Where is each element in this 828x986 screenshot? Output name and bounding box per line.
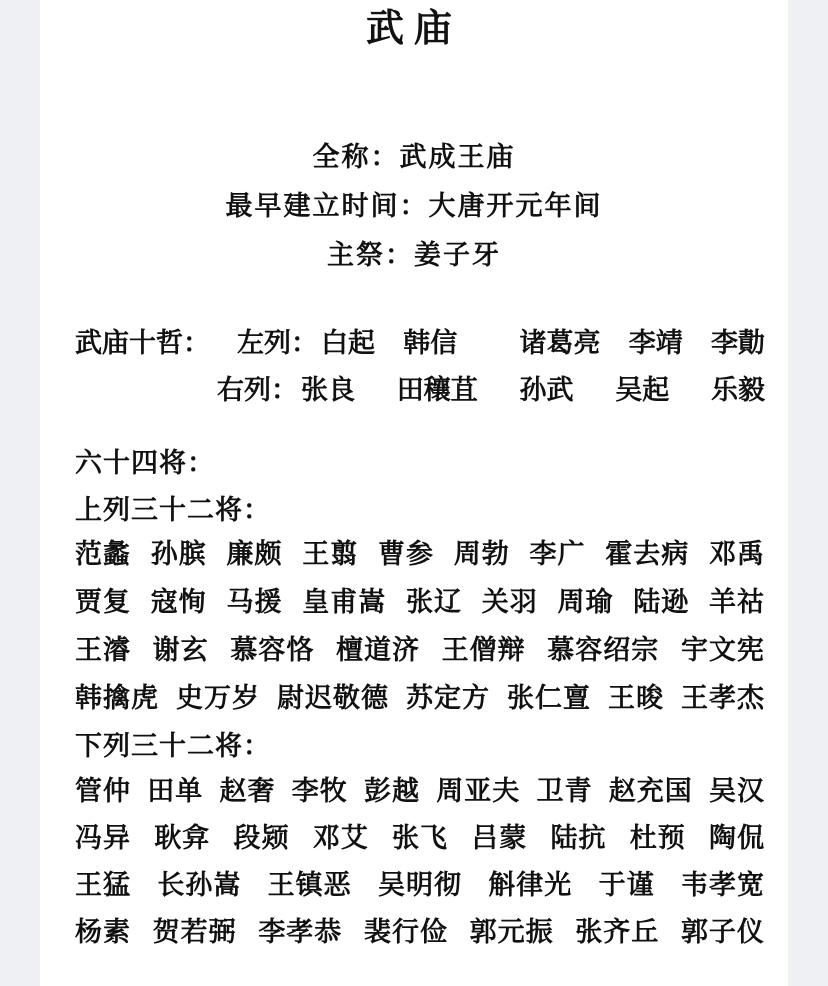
general-name: 王猛 bbox=[75, 870, 131, 901]
general-name: 赵充国 bbox=[608, 776, 693, 807]
left-column-names bbox=[321, 326, 765, 362]
general-name: 耿弇 bbox=[154, 823, 211, 854]
general-name: 慕容绍宗 bbox=[547, 635, 660, 666]
general-name: 王翦 bbox=[302, 539, 359, 570]
general-name: 关羽 bbox=[481, 587, 538, 618]
general-name: 李孝恭 bbox=[258, 917, 343, 948]
general-name: 彭越 bbox=[364, 776, 420, 807]
philosopher-name: 乐毅 bbox=[711, 375, 765, 406]
general-name: 王晙 bbox=[608, 683, 664, 714]
general-name: 邓禹 bbox=[709, 539, 765, 570]
general-name: 檀道济 bbox=[335, 635, 420, 666]
right-column-label: 右列： bbox=[217, 375, 298, 406]
document-page bbox=[40, 0, 788, 986]
general-name: 杜预 bbox=[629, 823, 686, 854]
general-name: 于谨 bbox=[598, 870, 655, 901]
right-column-names bbox=[301, 373, 765, 409]
philosopher-name: 诸葛亮 bbox=[519, 328, 601, 359]
lower-generals-row bbox=[75, 868, 765, 904]
general-name: 长孙嵩 bbox=[157, 870, 242, 901]
general-name: 陆逊 bbox=[633, 587, 690, 618]
sixty-four-generals-heading: 六十四将： bbox=[75, 448, 215, 479]
general-name: 羊祜 bbox=[709, 587, 765, 618]
general-name: 张仁亶 bbox=[507, 683, 591, 714]
general-name: 慕容恪 bbox=[230, 635, 315, 666]
general-name: 张辽 bbox=[406, 587, 462, 618]
general-name: 周瑜 bbox=[557, 587, 614, 618]
general-name: 韦孝宽 bbox=[680, 870, 765, 901]
general-name: 尉迟敬德 bbox=[277, 683, 389, 714]
philosopher-name: 田穰苴 bbox=[396, 375, 478, 406]
general-name: 贾复 bbox=[75, 587, 131, 618]
general-name: 李牧 bbox=[291, 776, 348, 807]
general-name: 吴明彻 bbox=[377, 870, 462, 901]
general-name: 周亚夫 bbox=[436, 776, 521, 807]
upper-generals-heading: 上列三十二将： bbox=[75, 495, 271, 526]
general-name: 斛律光 bbox=[488, 870, 573, 901]
ten-philosophers-label: 武庙十哲： bbox=[75, 328, 210, 359]
general-name: 段颎 bbox=[233, 823, 290, 854]
philosopher-name: 吴起 bbox=[615, 375, 670, 406]
ten-philosophers-left-row bbox=[75, 326, 765, 362]
general-name: 苏定方 bbox=[406, 683, 490, 714]
general-name: 王濬 bbox=[75, 635, 131, 666]
page-title: 武庙 bbox=[365, 5, 462, 50]
general-name: 陆抗 bbox=[550, 823, 607, 854]
lower-generals-row bbox=[75, 821, 765, 857]
general-name: 吕蒙 bbox=[471, 823, 528, 854]
lower-generals-row bbox=[75, 915, 765, 951]
general-name: 范蠡 bbox=[75, 539, 131, 570]
upper-generals-row bbox=[75, 681, 765, 717]
philosopher-name: 李勣 bbox=[711, 328, 765, 359]
philosopher-name: 孙武 bbox=[519, 375, 574, 406]
general-name: 陶侃 bbox=[709, 823, 765, 854]
left-column-label: 左列： bbox=[237, 328, 318, 359]
lower-generals-row bbox=[75, 774, 765, 810]
main-deity-line: 主祭：姜子牙 bbox=[327, 240, 501, 271]
general-name: 谢玄 bbox=[152, 635, 209, 666]
general-name: 孙膑 bbox=[150, 539, 207, 570]
general-name: 邓艾 bbox=[312, 823, 369, 854]
general-name: 张飞 bbox=[392, 823, 448, 854]
general-name: 曹参 bbox=[378, 539, 434, 570]
general-name: 廉颇 bbox=[226, 539, 283, 570]
philosopher-name: 韩信 bbox=[403, 328, 458, 359]
general-name: 王孝杰 bbox=[681, 683, 765, 714]
general-name: 贺若弼 bbox=[152, 917, 237, 948]
lower-generals-heading: 下列三十二将： bbox=[75, 731, 271, 762]
general-name: 寇恂 bbox=[150, 587, 207, 618]
full-name-line: 全称：武成王庙 bbox=[312, 142, 516, 173]
general-name: 赵奢 bbox=[219, 776, 276, 807]
philosopher-name: 李靖 bbox=[628, 328, 683, 359]
upper-generals-row bbox=[75, 585, 765, 621]
general-name: 郭子仪 bbox=[680, 917, 765, 948]
upper-generals-row bbox=[75, 537, 765, 573]
general-name: 王镇恶 bbox=[267, 870, 352, 901]
general-name: 卫青 bbox=[536, 776, 593, 807]
general-name: 管仲 bbox=[75, 776, 131, 807]
general-name: 霍去病 bbox=[605, 539, 690, 570]
general-name: 郭元振 bbox=[469, 917, 554, 948]
general-name: 韩擒虎 bbox=[75, 683, 159, 714]
general-name: 冯异 bbox=[75, 823, 131, 854]
general-name: 张齐丘 bbox=[575, 917, 660, 948]
general-name: 李广 bbox=[529, 539, 586, 570]
general-name: 皇甫嵩 bbox=[302, 587, 387, 618]
founded-line: 最早建立时间：大唐开元年间 bbox=[225, 191, 603, 222]
general-name: 王僧辩 bbox=[441, 635, 526, 666]
philosopher-name: 张良 bbox=[301, 375, 355, 406]
upper-generals-row bbox=[75, 633, 765, 669]
general-name: 宇文宪 bbox=[680, 635, 765, 666]
general-name: 史万岁 bbox=[176, 683, 260, 714]
general-name: 吴汉 bbox=[709, 776, 765, 807]
general-name: 周勃 bbox=[453, 539, 510, 570]
general-name: 裴行俭 bbox=[363, 917, 448, 948]
philosopher-name: 白起 bbox=[321, 328, 375, 359]
general-name: 马援 bbox=[226, 587, 283, 618]
general-name: 田单 bbox=[147, 776, 204, 807]
ten-philosophers-right-row bbox=[75, 373, 765, 409]
general-name: 杨素 bbox=[75, 917, 131, 948]
